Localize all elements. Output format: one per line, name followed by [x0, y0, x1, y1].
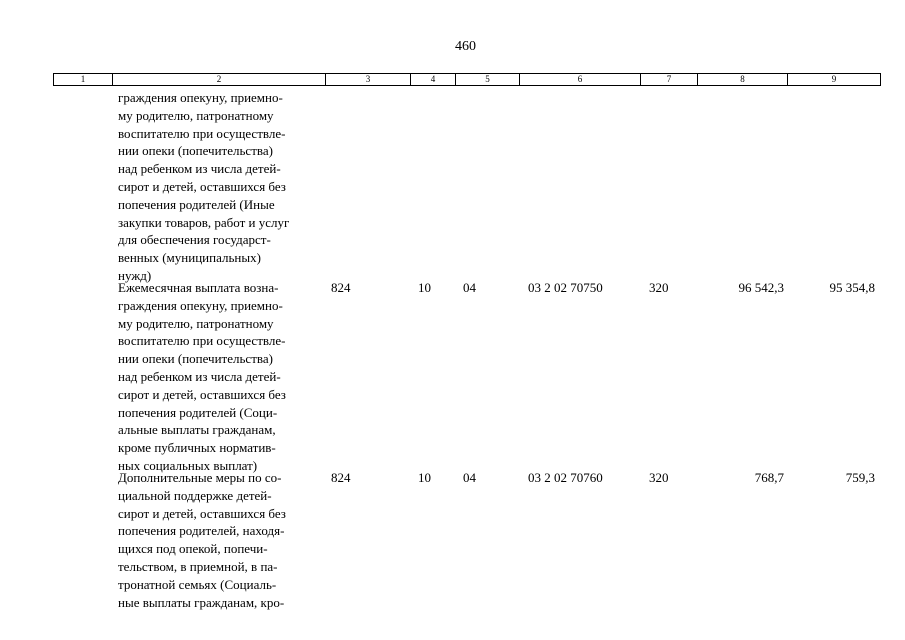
name-line: венных (муниципальных)	[118, 250, 261, 266]
page-number: 460	[455, 39, 476, 54]
header-col-2: 2	[113, 74, 326, 86]
column-number-header	[53, 73, 881, 86]
name-line: попечения родителей, находя-	[118, 523, 285, 539]
name-line: му родителю, патронатному	[118, 107, 274, 123]
row-name	[118, 279, 328, 475]
header-col-4: 4	[411, 74, 456, 86]
name-line: попечения родителей (Соци-	[118, 404, 278, 420]
header-col-3: 3	[326, 74, 411, 86]
name-line: альные выплаты гражданам,	[118, 422, 276, 438]
name-line: тельством, в приемной, в па-	[118, 558, 278, 574]
name-line: закупки товаров, работ и услуг	[118, 214, 290, 230]
name-line: сирот и детей, оставшихся без	[118, 505, 286, 521]
cell-subsection: 04	[463, 280, 476, 295]
name-line: ные выплаты гражданам, кро-	[118, 594, 285, 610]
cell-subsection: 04	[463, 470, 476, 485]
name-line: над ребенком из числа детей-	[118, 161, 281, 177]
name-line: воспитателю при осуществле-	[118, 333, 286, 349]
name-line: циальной поддержке детей-	[118, 487, 272, 503]
cell-target-article: 03 2 02 70750	[528, 280, 603, 295]
name-line: кроме публичных норматив-	[118, 440, 276, 456]
row-name	[118, 89, 328, 285]
cell-amount-2: 95 354,8	[829, 280, 875, 295]
cell-amount-1: 96 542,3	[738, 280, 784, 295]
name-line: нужд)	[118, 267, 152, 283]
header-col-9: 9	[788, 74, 881, 86]
name-line: Ежемесячная выплата возна-	[118, 280, 279, 295]
name-line: щихся под опекой, попечи-	[118, 541, 268, 557]
name-line: тронатной семьях (Социаль-	[118, 576, 277, 592]
cell-amount-2: 759,3	[845, 470, 875, 485]
cell-section: 10	[418, 470, 431, 485]
name-line: Дополнительные меры по со-	[118, 470, 282, 485]
name-line: нии опеки (попечительства)	[118, 351, 273, 367]
name-line: попечения родителей (Иные	[118, 196, 275, 212]
row-name	[118, 469, 328, 611]
cell-ministry-code: 824	[331, 280, 351, 295]
header-col-1: 1	[54, 74, 113, 86]
cell-expense-type: 320	[649, 280, 669, 295]
header-col-6: 6	[520, 74, 641, 86]
name-line: ных социальных выплат)	[118, 457, 258, 473]
cell-ministry-code: 824	[331, 470, 351, 485]
name-line: воспитателю при осуществле-	[118, 125, 286, 141]
header-col-5: 5	[456, 74, 520, 86]
header-col-7: 7	[641, 74, 698, 86]
name-line: му родителю, патронатному	[118, 315, 274, 331]
header-col-8: 8	[698, 74, 788, 86]
name-line: над ребенком из числа детей-	[118, 368, 281, 384]
name-line: для обеспечения государст-	[118, 232, 271, 248]
cell-expense-type: 320	[649, 470, 669, 485]
cell-amount-1: 768,7	[754, 470, 784, 485]
cell-section: 10	[418, 280, 431, 295]
name-line: сирот и детей, оставшихся без	[118, 386, 286, 402]
name-line: нии опеки (попечительства)	[118, 143, 273, 159]
cell-target-article: 03 2 02 70760	[528, 470, 603, 485]
name-line: сирот и детей, оставшихся без	[118, 178, 286, 194]
name-line: граждения опекуну, приемно-	[118, 297, 283, 313]
header-row	[54, 74, 881, 86]
name-line: граждения опекуну, приемно-	[118, 90, 283, 105]
